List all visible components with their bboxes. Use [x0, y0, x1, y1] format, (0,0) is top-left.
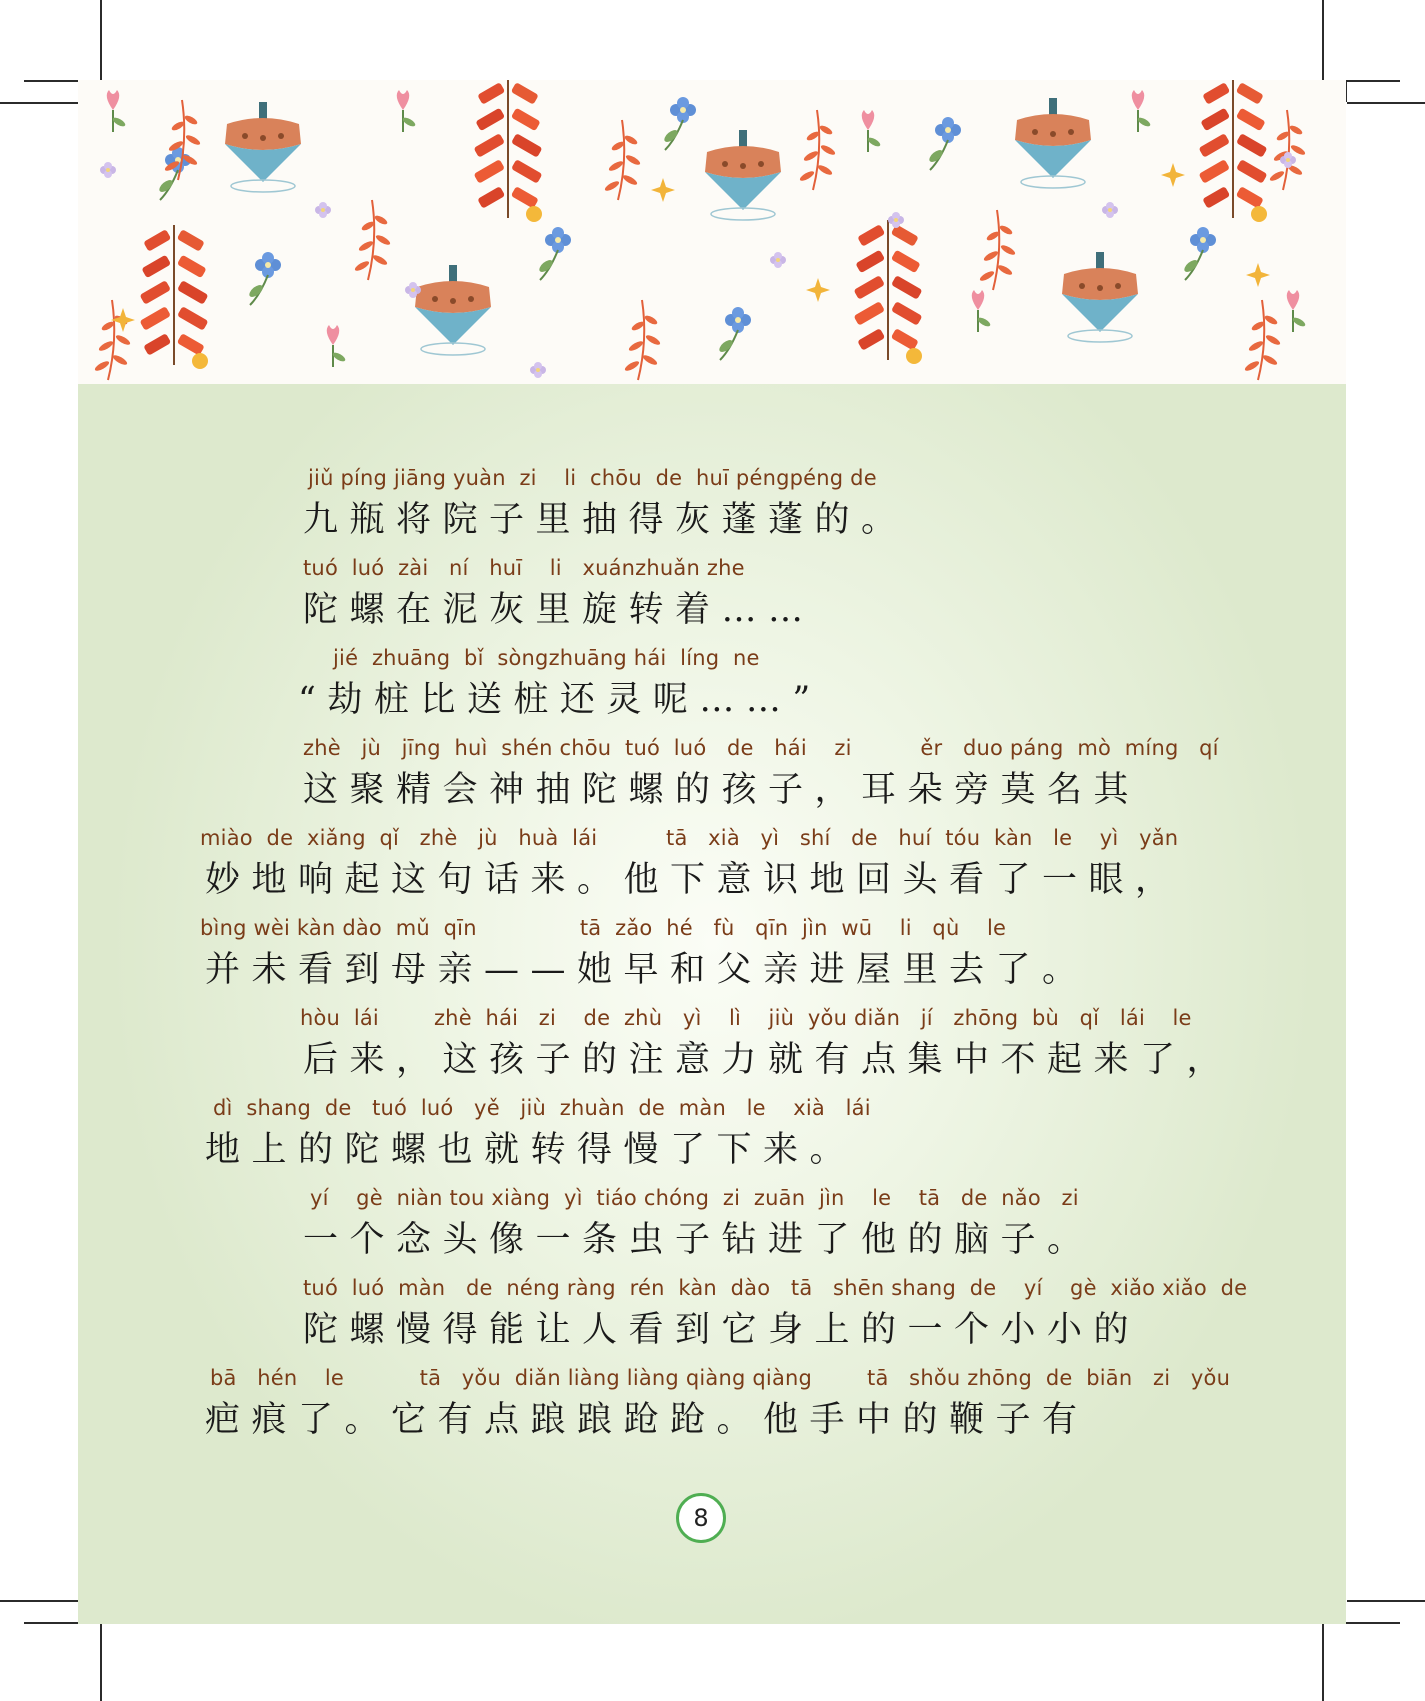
text-line — [78, 1096, 1346, 1180]
text-panel — [78, 384, 1346, 1624]
pinyin-line: jiǔ píng jiāng yuàn zi li chōu de huī péngpéng de — [308, 466, 877, 490]
hanzi-line: 妙地响起这句话来。他下意识地回头看了一眼， — [205, 860, 1182, 900]
pinyin-line: miào de xiǎng qǐ zhè jù huà lái tā xià yì shí de huí tóu kàn le yì yǎn — [200, 826, 1179, 850]
firecracker-icon — [474, 80, 543, 222]
text-line — [78, 646, 1346, 730]
crop-mark — [0, 102, 78, 104]
hanzi-line: 陀螺慢得能让人看到它身上的一个小小的 — [303, 1310, 1141, 1350]
hanzi-line: 疤痕了。它有点踉踉跄跄。他手中的鞭子有 — [205, 1400, 1089, 1440]
firecracker-icon — [854, 220, 923, 364]
hanzi-line: 九瓶将院子里抽得灰蓬蓬的。 — [303, 500, 908, 540]
firecracker-icon — [1199, 80, 1268, 222]
hanzi-line: 后来，这孩子的注意力就有点集中不起来了， — [303, 1040, 1234, 1080]
page-number: 8 — [676, 1493, 726, 1543]
text-line — [78, 826, 1346, 910]
text-line — [78, 556, 1346, 640]
hanzi-line: 并未看到母亲——她早和父亲进屋里去了。 — [205, 950, 1089, 990]
pinyin-line: hòu lái zhè hái zi de zhù yì lì jiù yǒu diǎn jí zhōng bù qǐ lái le — [300, 1006, 1192, 1030]
hanzi-line: 一个念头像一条虫子钻进了他的脑子。 — [303, 1220, 1094, 1260]
pinyin-line: tuó luó màn de néng ràng rén kàn dào tā shēn shang de yí gè xiǎo xiǎo de — [303, 1276, 1248, 1300]
pinyin-line: yí gè niàn tou xiàng yì tiáo chóng zi zuān jìn le tā de nǎo zi — [310, 1186, 1079, 1210]
pinyin-line: jié zhuāng bǐ sòngzhuāng hái líng ne — [333, 646, 760, 670]
pinyin-line: tuó luó zài ní huī li xuánzhuǎn zhe — [303, 556, 745, 580]
pinyin-line: bìng wèi kàn dào mǔ qīn tā zǎo hé fù qīn jìn wū li qù le — [200, 916, 1007, 940]
crop-mark — [1347, 102, 1425, 104]
decorative-banner — [78, 80, 1346, 384]
crop-mark — [1347, 1600, 1425, 1602]
hanzi-line: 地上的陀螺也就转得慢了下来。 — [205, 1130, 857, 1170]
pinyin-line: dì shang de tuó luó yě jiù zhuàn de màn le xià lái — [213, 1096, 871, 1120]
crop-mark — [1322, 1622, 1324, 1701]
text-line — [78, 1186, 1346, 1270]
hanzi-line: 陀螺在泥灰里旋转着…… — [303, 590, 815, 630]
hanzi-line: 这聚精会神抽陀螺的孩子，耳朵旁莫名其 — [303, 770, 1141, 810]
text-line — [78, 1276, 1346, 1360]
text-line — [78, 916, 1346, 1000]
firecracker-icon — [140, 225, 209, 369]
pinyin-line: bā hén le tā yǒu diǎn liàng liàng qiàng qiàng tā shǒu zhōng de biān zi yǒu — [210, 1366, 1231, 1390]
text-line — [78, 736, 1346, 820]
text-line — [78, 1006, 1346, 1090]
banner-illustration — [78, 80, 1346, 384]
text-line — [78, 1366, 1346, 1450]
hanzi-line: “劫桩比送桩还灵呢……” — [298, 680, 822, 720]
text-line — [78, 466, 1346, 550]
crop-mark — [0, 1600, 78, 1602]
pinyin-line: zhè jù jīng huì shén chōu tuó luó de hái zi ěr duo páng mò míng qí — [303, 736, 1219, 760]
crop-mark — [100, 1622, 102, 1701]
